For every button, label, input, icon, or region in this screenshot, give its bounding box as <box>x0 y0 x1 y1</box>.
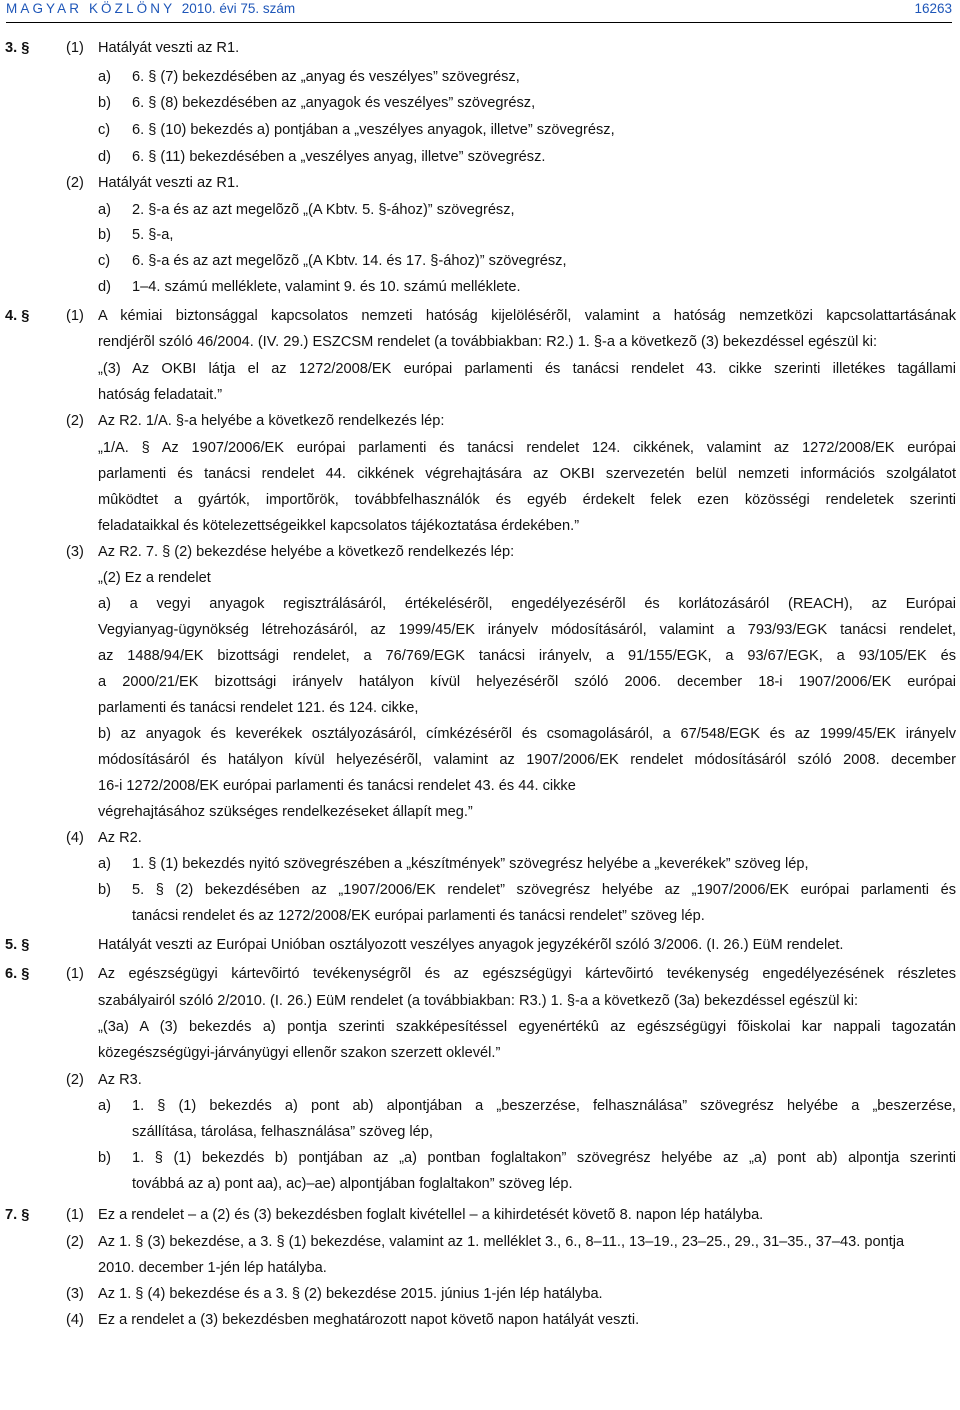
text-line: Hatályát veszti az R1. <box>98 40 240 56</box>
item-label: d) <box>98 149 111 165</box>
item-label: d) <box>98 279 111 295</box>
item-label: a) <box>98 202 111 218</box>
item-label: b) <box>98 95 111 111</box>
item-label: b) <box>98 227 111 243</box>
item-label: b) <box>98 882 111 898</box>
page-number: 16263 <box>914 1 952 16</box>
subsection-number: (3) <box>66 1286 84 1302</box>
text-line: módosításáról és hatályon kívül helyezésérõl, valamint az 1907/2006/EK rendelet módosításáról szóló 2008. december <box>98 752 956 768</box>
item-label: a) <box>98 1098 111 1114</box>
text-line: Az R2. 7. § (2) bekezdése helyébe a következõ rendelkezés lép: <box>98 544 515 560</box>
item-label: c) <box>98 253 111 269</box>
subsection-number: (4) <box>66 1312 84 1328</box>
subsection-number: (3) <box>66 544 84 560</box>
text-line: 16-i 1272/2008/EK európai parlamenti és tanácsi rendelet 43. és 44. cikke <box>98 778 576 794</box>
text-line: hatóság feladatait.” <box>98 387 223 403</box>
text-line: 6. § (10) bekezdés a) pontjában a „veszélyes anyagok, illetve” szövegrész, <box>132 122 615 138</box>
text-line: Ez a rendelet a (3) bekezdésben meghatározott napot követõ napon hatályát veszti. <box>98 1312 640 1328</box>
section-number: 5. § <box>5 937 30 953</box>
item-label: c) <box>98 122 111 138</box>
text-line: 6. §-a és az azt megelõzõ „(A Kbtv. 14. és 17. §-ához)” szövegrész, <box>132 253 567 269</box>
text-line: 5. §-a, <box>132 227 174 243</box>
text-line: b) az anyagok és keverékek osztályozásáról, címkézésérõl és csomagolásáról, a 67/548/EGK és az 1999/45/EK irányelv <box>98 726 956 742</box>
text-line: Az 1. § (4) bekezdése és a 3. § (2) bekezdése 2015. június 1-jén lép hatályba. <box>98 1286 603 1302</box>
subsection-number: (1) <box>66 308 84 324</box>
subsection-number: (2) <box>66 413 84 429</box>
text-line: 5. § (2) bekezdésében az „1907/2006/EK rendelet” szövegrész helyébe az „1907/2006/EK európai parlamenti és <box>132 882 956 898</box>
text-line: feladataikkal és kötelezettségeikkel kapcsolatos tájékoztatása érdekében.” <box>98 518 580 534</box>
text-line: végrehajtásához szükséges rendelkezéseket állapít meg.” <box>98 804 473 820</box>
text-line: Hatályát veszti az Európai Unióban osztályozott veszélyes anyagok jegyzékérõl szóló 3/2006. (I. 26.) EüM rendelet. <box>98 937 844 953</box>
text-line: továbbá az a) pont aa), ac)–ae) alpontjában foglaltakon” szöveg lép. <box>132 1176 573 1192</box>
page-header <box>6 0 952 22</box>
item-label: a) <box>98 856 111 872</box>
text-line: parlamenti és tanácsi rendelet 121. és 124. cikke, <box>98 700 419 716</box>
text-line: szállítása, tárolása, felhasználása” szöveg lép, <box>132 1124 433 1140</box>
subsection-number: (1) <box>66 40 84 56</box>
text-line: „(2) Ez a rendelet <box>98 570 211 586</box>
text-line: 6. § (7) bekezdésében az „anyag és veszélyes” szövegrész, <box>132 69 520 85</box>
text-line: Hatályát veszti az R1. <box>98 175 240 191</box>
text-line: tanácsi rendelet és az 1272/2008/EK európai parlamenti és tanácsi rendelet” szöveg lép. <box>132 908 705 924</box>
text-line: 1. § (1) bekezdés nyitó szövegrészében a „készítmények” szövegrész helyébe a „keverékek” szöveg lép, <box>132 856 809 872</box>
text-line: 6. § (11) bekezdésében a „veszélyes anyag, illetve” szövegrész. <box>132 149 546 165</box>
journal-year-issue: 2010. évi 75. szám <box>181 1 296 16</box>
text-line: közegészségügyi-járványügyi ellenõr szakon szerzett oklevél.” <box>98 1045 501 1061</box>
text-line: Vegyianyag-ügynökség létrehozásáról, az 1999/45/EK irányelv módosításáról, valamint a 793/93/EGK tanácsi rendelet, <box>98 622 956 638</box>
text-line: a 2000/21/EK bizottsági irányelv hatályon kívül helyezésérõl szóló 2006. december 18-i 1907/2006/EK európai <box>98 674 956 690</box>
subsection-number: (2) <box>66 1234 84 1250</box>
text-line: „1/A. § Az 1907/2006/EK európai parlamenti és tanácsi rendelet 124. cikkének, valamint az 1272/2008/EK európai <box>98 440 956 456</box>
section-number: 7. § <box>5 1207 30 1223</box>
text-line: parlamenti és tanácsi rendelet 44. cikkének végrehajtására az OKBI szervezetén belül nemzeti információs szolgálatot <box>98 466 956 482</box>
section-number: 3. § <box>5 40 30 56</box>
text-line: szabályairól szóló 2/2010. (I. 26.) EüM rendelet (a továbbiakban: R3.) 1. §-a a következõ (3a) bekezdéssel egészül ki: <box>98 993 859 1009</box>
text-line: „(3) Az OKBI látja el az 1272/2008/EK európai parlamenti és tanácsi rendelet 43. cikke szerinti illetékes tagállami <box>98 361 956 377</box>
section-number: 4. § <box>5 308 30 324</box>
text-line: A kémiai biztonsággal kapcsolatos nemzeti hatóság kijelölésérõl, valamint a hatóság nemzetközi kapcsolattartásának <box>98 308 956 324</box>
text-line: 1. § (1) bekezdés a) pont ab) alpontjában a „beszerzése, felhasználása” szövegrész helyébe a „beszerzése, <box>132 1098 956 1114</box>
subsection-number: (2) <box>66 1072 84 1088</box>
section-number: 6. § <box>5 966 30 982</box>
text-line: az 1488/94/EK bizottsági rendelet, a 76/769/EGK tanácsi irányelv, a 91/155/EGK, a 93/67/EGK, a 93/105/EK és <box>98 648 956 664</box>
subsection-number: (2) <box>66 175 84 191</box>
text-line: 1–4. számú melléklete, valamint 9. és 10. számú melléklete. <box>132 279 521 295</box>
subsection-number: (1) <box>66 966 84 982</box>
text-line: a) a vegyi anyagok regisztrálásáról, értékelésérõl, engedélyezésérõl és korlátozásáról (REACH), az Európai <box>98 596 956 612</box>
subsection-number: (1) <box>66 1207 84 1223</box>
item-label: a) <box>98 69 111 85</box>
text-line: Az R2. <box>98 830 142 846</box>
text-line: 6. § (8) bekezdésében az „anyagok és veszélyes” szövegrész, <box>132 95 536 111</box>
text-line: Az R3. <box>98 1072 142 1088</box>
subsection-number: (4) <box>66 830 84 846</box>
text-line: Az 1. § (3) bekezdése, a 3. § (1) bekezdése, valamint az 1. melléklet 3., 6., 8–11., 13–19., 23–25., 29., 31–35., 37–43. pontja <box>98 1234 905 1250</box>
header-rule <box>6 22 952 23</box>
text-line: Ez a rendelet – a (2) és (3) bekezdésben foglalt kivétellel – a kihirdetését követõ 8. napon lép hatályba. <box>98 1207 764 1223</box>
text-line: 1. § (1) bekezdés b) pontjában az „a) pontban foglaltakon” szövegrész helyébe az „a) pont ab) alpontja szerinti <box>132 1150 956 1166</box>
text-line: Az egészségügyi kártevõirtó tevékenységrõl és az egészségügyi kártevõirtó tevékenység engedélyezésének részletes <box>98 966 956 982</box>
journal-title: MAGYAR KÖZLÖNY 2010. évi 75. szám <box>6 1 296 16</box>
text-line: rendjérõl szóló 46/2004. (IV. 29.) ESZCSM rendelet (a továbbiakban: R2.) 1. §-a a következõ (3) bekezdéssel egészül ki: <box>98 334 878 350</box>
text-line: „(3a) A (3) bekezdés a) pontja szerinti szakképesítéssel egyenértékû az egészségügyi fõiskolai kar nappali tagozatán <box>98 1019 956 1035</box>
text-line: Az R2. 1/A. §-a helyébe a következõ rendelkezés lép: <box>98 413 445 429</box>
text-line: 2010. december 1-jén lép hatályba. <box>98 1260 327 1276</box>
item-label: b) <box>98 1150 111 1166</box>
text-line: mûködtet a gyártók, importõrök, továbbfelhasználók és egyéb érdekelt felek ezen közösségi rendeletek szerinti <box>98 492 956 508</box>
text-line: 2. §-a és az azt megelõzõ „(A Kbtv. 5. §-ához)” szövegrész, <box>132 202 515 218</box>
